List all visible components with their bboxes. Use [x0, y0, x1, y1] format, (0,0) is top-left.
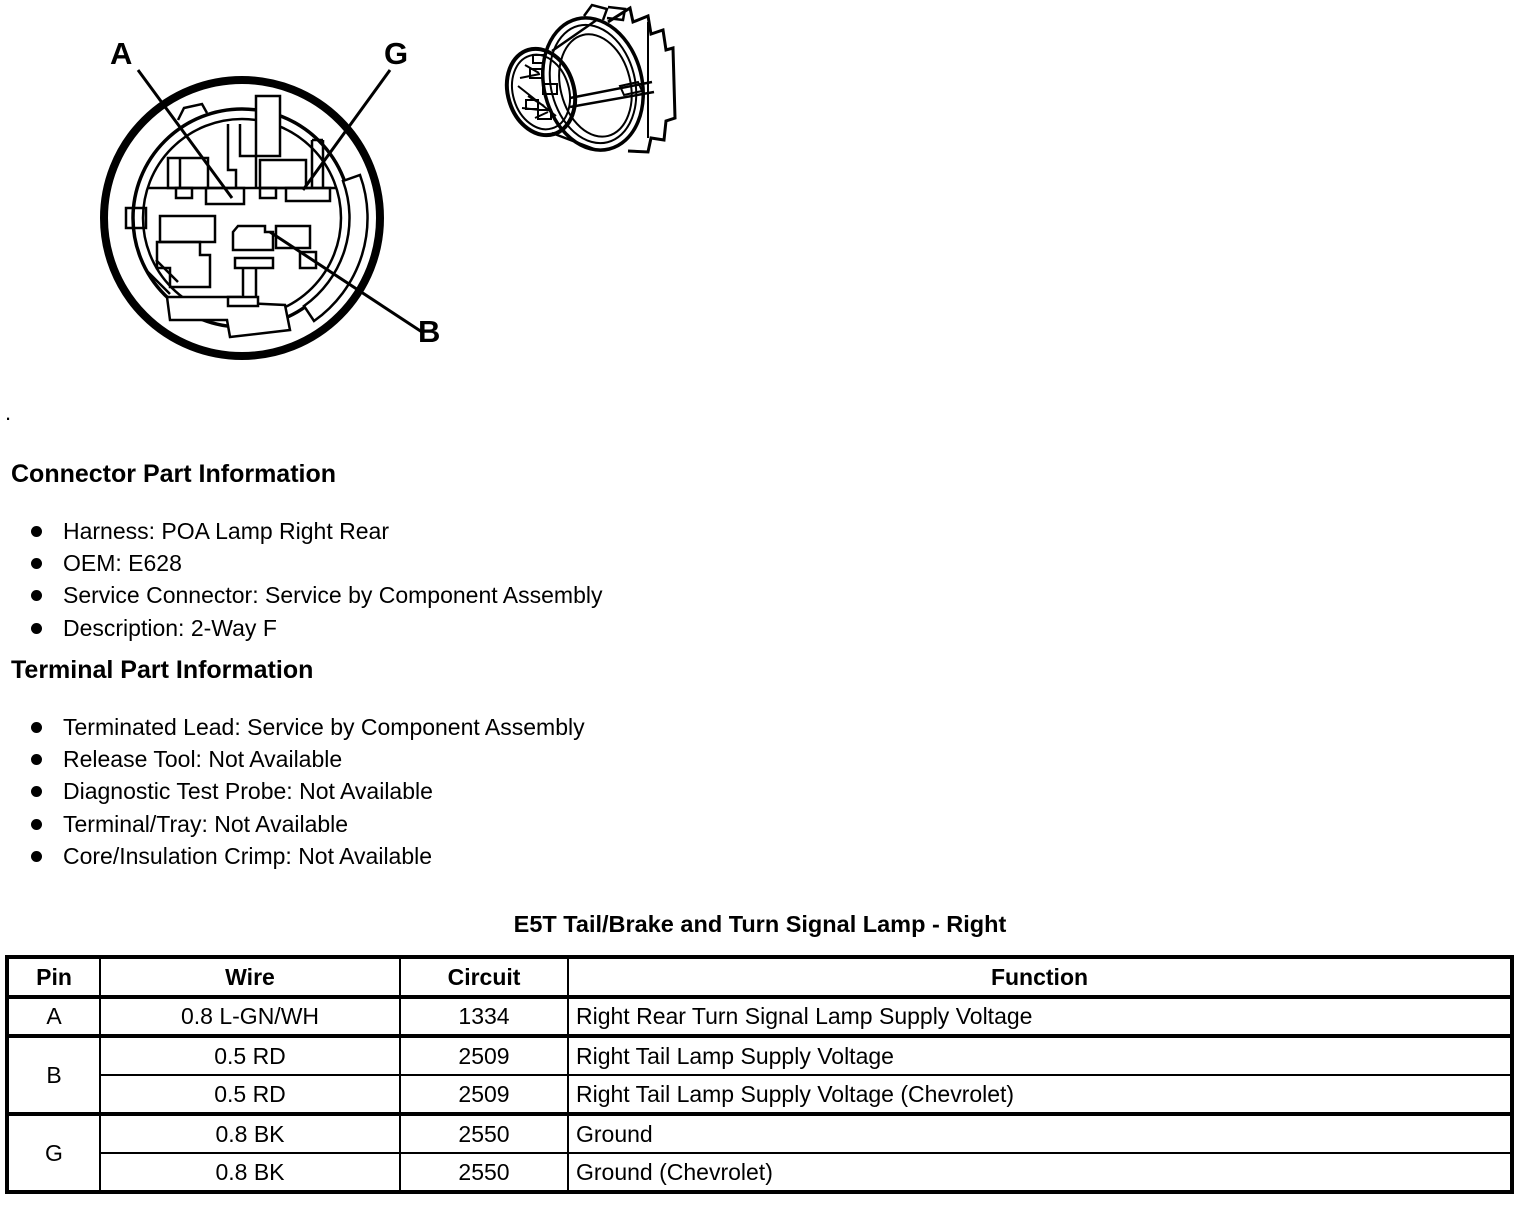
- table-row: [7, 1153, 1512, 1192]
- list-item: [31, 711, 585, 743]
- circuit-cell: 2550: [400, 1153, 568, 1192]
- function-cell: Ground (Chevrolet): [568, 1153, 1512, 1192]
- list-item: [31, 515, 602, 547]
- table-row: [7, 997, 1512, 1036]
- list-item-text: Terminated Lead: Service by Component Assembly: [63, 713, 585, 740]
- list-item: [31, 580, 602, 612]
- col-header-circuit: Circuit: [400, 957, 568, 997]
- pin-cell: G: [7, 1114, 100, 1192]
- connector-part-info-list: [31, 515, 602, 645]
- function-cell: Right Rear Turn Signal Lamp Supply Voltage: [568, 997, 1512, 1036]
- circuit-cell: 2509: [400, 1036, 568, 1075]
- col-header-pin: Pin: [7, 957, 100, 997]
- pin-label-b: B: [418, 314, 441, 349]
- circuit-cell: 2509: [400, 1075, 568, 1114]
- list-item: [31, 808, 585, 840]
- terminal-part-info-heading: Terminal Part Information: [11, 656, 314, 684]
- wire-cell: 0.8 BK: [100, 1114, 400, 1153]
- list-item-text: Description: 2-Way F: [63, 614, 277, 641]
- pin-label-g: G: [384, 36, 409, 71]
- table-header-row: [7, 957, 1512, 997]
- bullet-icon: [31, 722, 42, 733]
- table-row: [7, 1036, 1512, 1075]
- function-cell: Right Tail Lamp Supply Voltage (Chevrolet): [568, 1075, 1512, 1114]
- list-item-text: OEM: E628: [63, 550, 182, 577]
- bullet-icon: [31, 851, 42, 862]
- list-item-text: Service Connector: Service by Component Assembly: [63, 582, 603, 609]
- list-item: [31, 547, 602, 579]
- stray-period: .: [5, 400, 12, 425]
- function-cell: Ground: [568, 1114, 1512, 1153]
- leader-line-g: [303, 70, 390, 190]
- pinout-table-title: E5T Tail/Brake and Turn Signal Lamp - Right: [513, 911, 1007, 937]
- list-item-text: Diagnostic Test Probe: Not Available: [63, 778, 433, 805]
- bullet-icon: [31, 819, 42, 830]
- table-row: [7, 1075, 1512, 1114]
- list-item-text: Harness: POA Lamp Right Rear: [63, 517, 389, 544]
- bullet-icon: [31, 786, 42, 797]
- wire-cell: 0.8 BK: [100, 1153, 400, 1192]
- pin-label-a: A: [110, 36, 133, 71]
- pin-cell: B: [7, 1036, 100, 1114]
- connector-side-view: [480, 0, 700, 170]
- connector-face-diagram: [60, 20, 480, 390]
- list-item: [31, 776, 585, 808]
- terminal-part-info-list: [31, 711, 585, 873]
- bullet-icon: [31, 526, 42, 537]
- list-item: [31, 841, 585, 873]
- list-item-text: Terminal/Tray: Not Available: [63, 810, 349, 837]
- bullet-icon: [31, 623, 42, 634]
- bullet-icon: [31, 558, 42, 569]
- col-header-wire: Wire: [100, 957, 400, 997]
- list-item-text: Core/Insulation Crimp: Not Available: [63, 843, 433, 870]
- col-header-function: Function: [568, 957, 1512, 997]
- list-item-text: Release Tool: Not Available: [63, 746, 343, 773]
- bullet-icon: [31, 590, 42, 601]
- pin-cell: A: [7, 997, 100, 1036]
- list-item: [31, 743, 585, 775]
- bullet-icon: [31, 754, 42, 765]
- circuit-cell: 2550: [400, 1114, 568, 1153]
- wire-cell: 0.5 RD: [100, 1075, 400, 1114]
- circuit-cell: 1334: [400, 997, 568, 1036]
- wire-cell: 0.8 L-GN/WH: [100, 997, 400, 1036]
- connector-part-info-heading: Connector Part Information: [11, 460, 337, 488]
- pinout-table: [5, 955, 1514, 1194]
- function-cell: Right Tail Lamp Supply Voltage: [568, 1036, 1512, 1075]
- wire-cell: 0.5 RD: [100, 1036, 400, 1075]
- table-row: [7, 1114, 1512, 1153]
- list-item: [31, 612, 602, 644]
